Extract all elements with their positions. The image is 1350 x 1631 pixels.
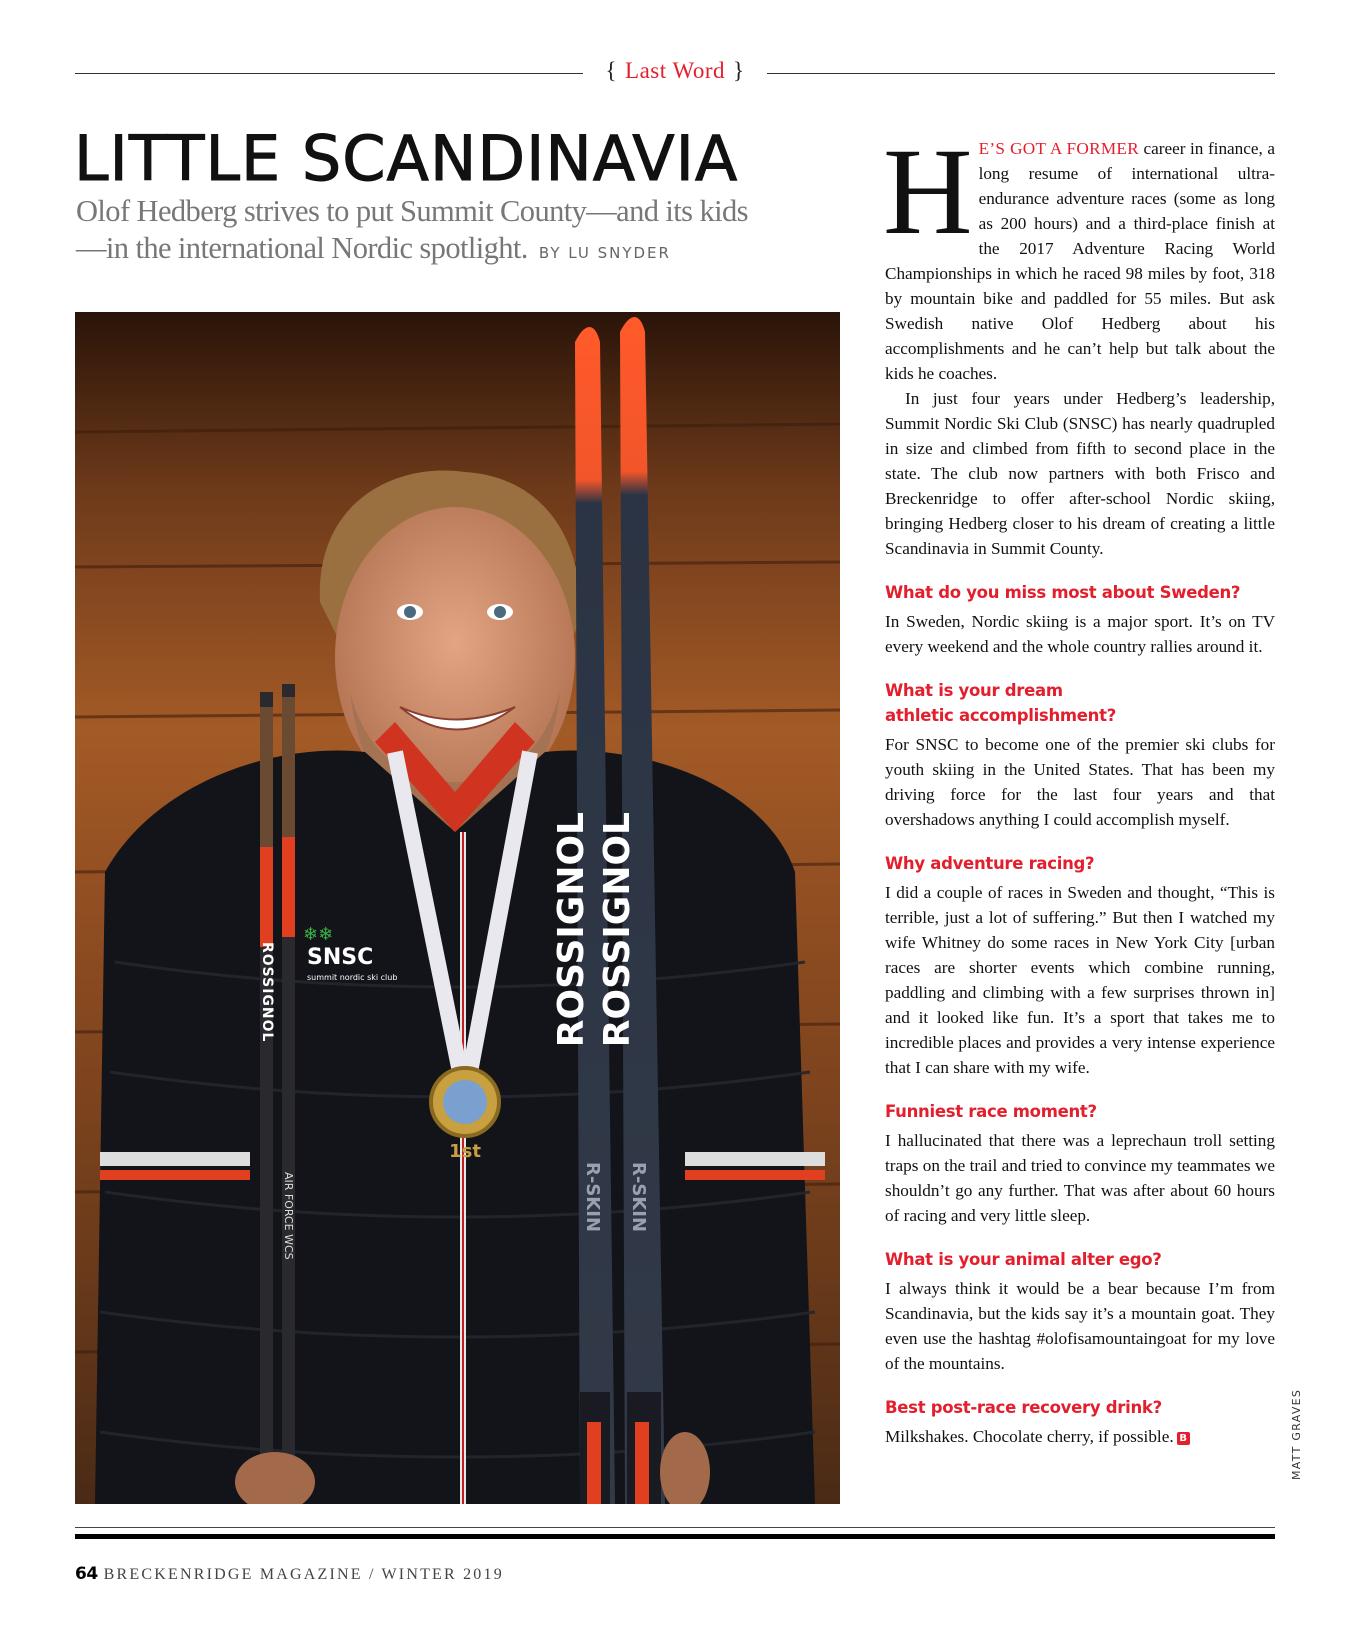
qa-answer-last: [885, 1424, 1275, 1449]
ski-brand-text-2: ROSSIGNOL: [597, 812, 638, 1048]
right-sleeve-stripe: [685, 1152, 825, 1166]
ski-model-text: R-SKIN: [582, 1162, 603, 1233]
ski-brand-text: ROSSIGNOL: [551, 812, 592, 1048]
paragraph-2: In just four years under Hedberg’s leadership, Summit Nordic Ski Club (SNSC) has nearly quadrupled in size and climbed from fifth to second place in the state. The club now partners with both Frisco and Breckenridge to offer after-school Nordic skiing, bringing Hedberg closer to his dream of creating a little Scandinavia in Summit County.: [885, 389, 1275, 558]
qa-question: Why adventure racing?: [885, 854, 1095, 873]
drop-cap: H: [883, 123, 973, 260]
footer-rule-thick: [75, 1534, 1275, 1539]
open-brace: {: [605, 58, 618, 83]
section-name: Last Word: [625, 58, 725, 83]
section-header: [75, 58, 1275, 88]
page-number: 64: [75, 1564, 98, 1584]
publication-folio: BRECKENRIDGE MAGAZINE / WINTER 2019: [103, 1566, 504, 1583]
qa-answer: I did a couple of races in Sweden and thought, “This is terrible, just a lot of suffering.” But then I watched my wife Whitney do some races in New York City [urban races are shorter events which combine running, paddling and climbing with a few surprises thrown in] and it looked like fun. It’s a sport that takes me to incredible places and provides a very intense experience that I can share with my wife.: [885, 883, 1275, 1077]
footer-rule-thin: [75, 1527, 1275, 1528]
last-answer-text: Milkshakes. Chocolate cherry, if possible.: [885, 1427, 1174, 1446]
intro-paragraph: [883, 123, 1275, 386]
qa-answer: For SNSC to become one of the premier ski clubs for youth skiing in the United States. That has been my driving force for the last four years and that overshadows anything I could accomplish myself.: [885, 735, 1275, 829]
header-rule-right: [767, 73, 1275, 74]
medal-text: 1st: [449, 1141, 481, 1162]
lead-in: E’S GOT A FORMER: [978, 139, 1139, 158]
left-sleeve-stripe: [100, 1152, 250, 1166]
club-name: summit nordic ski club: [307, 973, 398, 982]
article-body: [883, 123, 1275, 1449]
qa-answer: I hallucinated that there was a leprechaun troll setting traps on the trail and tried to convince my teammates we shouldn’t go any further. That was after about 60 hours of racing and very little sleep.: [885, 1131, 1275, 1225]
pole-model-text: AIR FORCE WCS: [282, 1172, 295, 1260]
section-label: [75, 58, 1275, 84]
feature-photo: [75, 312, 840, 1504]
photo-credit: MATT GRAVES: [1290, 1388, 1303, 1480]
intro-text: career in finance, a long resume of international ultra-endurance adventure races (some as long as 200 hours) and a third-place finish at the 2017 Adventure Racing World Championships in which he raced 98 miles by foot, 318 by mountain bike and paddled for 55 miles. But ask Swedish native Olof Hedberg about his accomplishments and he can’t help but talk about the kids he coaches.: [885, 139, 1275, 383]
snowflake-icon: ❄❄: [303, 924, 334, 945]
qa-answer: In Sweden, Nordic skiing is a major sport. It’s on TV every weekend and the whole country rallies around it.: [885, 612, 1275, 656]
close-brace: }: [732, 58, 745, 83]
byline: BY LU SNYDER: [538, 244, 671, 262]
qa-question: What do you miss most about Sweden?: [885, 583, 1241, 602]
qa-question: Funniest race moment?: [885, 1102, 1097, 1121]
article-title: LITTLE SCANDINAVIA: [74, 122, 739, 195]
pole-brand-text: ROSSIGNOL: [259, 942, 275, 1043]
club-logo: SNSC: [307, 945, 374, 970]
photo-illustration: [75, 312, 840, 1504]
qa-question: What is your dream athletic accomplishment?: [885, 681, 1116, 725]
qa-question: What is your animal alter ego?: [885, 1250, 1162, 1269]
ski-model-text-2: R-SKIN: [628, 1162, 649, 1233]
dek-text: Olof Hedberg strives to put Summit County—and its kids—in the international Nordic spotlight.: [76, 194, 748, 265]
qa-answer: I always think it would be a bear because I’m from Scandinavia, but the kids say it’s a mountain goat. They even use the hashtag #olofisamountaingoat for my love of the mountains.: [885, 1279, 1275, 1373]
qa-question: Best post-race recovery drink?: [885, 1398, 1162, 1417]
end-mark-icon: B: [1177, 1432, 1190, 1445]
page-footer: [75, 1564, 504, 1584]
article-dek: [76, 193, 776, 272]
